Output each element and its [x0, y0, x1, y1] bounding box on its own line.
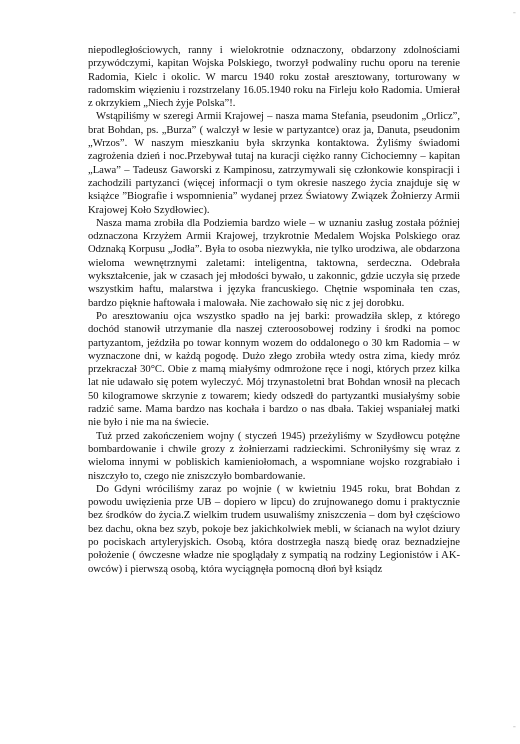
- paragraph-2: Wstąpiliśmy w szeregi Armii Krajowej – nasza mama Stefania, pseudonim „Orlicz”, brat Bohdan, ps. „Burza” ( walczył w lesie w partyzantce) oraz ja, Danuta, pseudonim „Wrzos”. W naszym mieszkaniu była skrzynka kontaktowa. Żyliśmy świadomi zagrożenia dzień i noc.Przebywał tutaj na kuracji ciężko ranny Cichociemny – kapitan „Lawa” – Tadeusz Gaworski z Kampinosu, zatrzymywali się członkowie konspiracji i zachodzili partyzanci (więcej informacji o tym okresie naszego życia znajduje się w książce ”Biografie i wspomnienia” wydanej przez Światowy Związek Żołnierzy Armii Krajowej Koło Szydłowiec).: [88, 111, 460, 216]
- paragraph-5: Tuż przed zakończeniem wojny ( styczeń 1945) przeżyliśmy w Szydłowcu potężne bombardowanie i chwile grozy z żołnierzami radzieckimi. Schroniłyśmy się wraz z wieloma innymi w pobliskich kamieniołomach, a wspomniane wojsko rozgrabiało i niszczyło to, czego nie zniszczyło bombardowanie.: [88, 430, 460, 482]
- paragraph-4: Po aresztowaniu ojca wszystko spadło na jej barki: prowadziła sklep, z którego dochód stanowił utrzymanie dla naszej czteroosobowej rodziny i środki na pomoc partyzantom, jeździła po towar konnym wozem do oddalonego o 30 km Radomia – w wyznaczone dni, w każdą pogodę. Dużo złego zrobiła wtedy ostra zima, kiedy mróz przekraczał 30°C. Obie z mamą miałyśmy odmrożone ręce i nogi, których przez kilka lat nie udawało się potem wyleczyć. Mój trzynastoletni brat Bohdan wnosił na plecach 50 kilogramowe skrzynie z towarem; kiedy odszedł do partyzantki musiałyśmy sobie radzić same. Mama bardzo nas kochała i bardzo o nas dbała. Takiej wspaniałej matki nie było i nie ma na świecie.: [88, 310, 460, 429]
- document-body: [88, 44, 460, 576]
- paragraph-3: Nasza mama zrobiła dla Podziemia bardzo wiele – w uznaniu zasług została później odznaczona Krzyżem Armii Krajowej, trzykrotnie Medalem Wojska Polskiego oraz Odznaką Korpusu „Jodła”. Była to osoba niezwykła, nie tylko urodziwa, ale obdarzona wieloma wewnętrznymi zaletami: inteligentna, taktowna, serdeczna. Odebrała wykształcenie, jak w czasach jej młodości bywało, u zakonnic, gdzie uczyła się przede wszystkim haftu, malarstwa i języka francuskiego. Chętnie wspominała ten czas, bardzo pięknie haftowała i malowała. Nie zachowało się nic z jej dorobku.: [88, 217, 460, 309]
- scan-edge-mark-bottom: -: [512, 722, 516, 732]
- paragraph-6: Do Gdyni wróciliśmy zaraz po wojnie ( w kwietniu 1945 roku, brat Bohdan z powodu uwięzienia prze UB – dopiero w lipcu) do zrujnowanego domu i praktycznie bez środków do życia.Z wielkim trudem usuwaliśmy zniszczenia – dom był częściowo bez dachu, okna bez szyb, pokoje bez jakichkolwiek mebli, w ścianach na wylot dziury po pociskach artyleryjskich. Osobą, która dostrzegła naszą biedę oraz beznadziejne położenie ( ówczesne władze nie spoglądały z sympatią na rodziny Legionistów i AK-owców) i pierwszą osobą, która wyciągnęła pomocną dłoń był ksiądz: [88, 483, 460, 575]
- scan-edge-mark-top: -: [512, 8, 516, 18]
- paragraph-1: niepodległościowych, ranny i wielokrotnie odznaczony, obdarzony zdolnościami przywódczymi, kapitan Wojska Polskiego, tworzył podwaliny ruchu oporu na terenie Radomia, Kielc i okolic. W marcu 1940 roku został aresztowany, torturowany w radomskim więzieniu i rozstrzelany 16.05.1940 roku na Firleju koło Radomia. Umierał z okrzykiem „Niech żyje Polska”!.: [88, 45, 460, 110]
